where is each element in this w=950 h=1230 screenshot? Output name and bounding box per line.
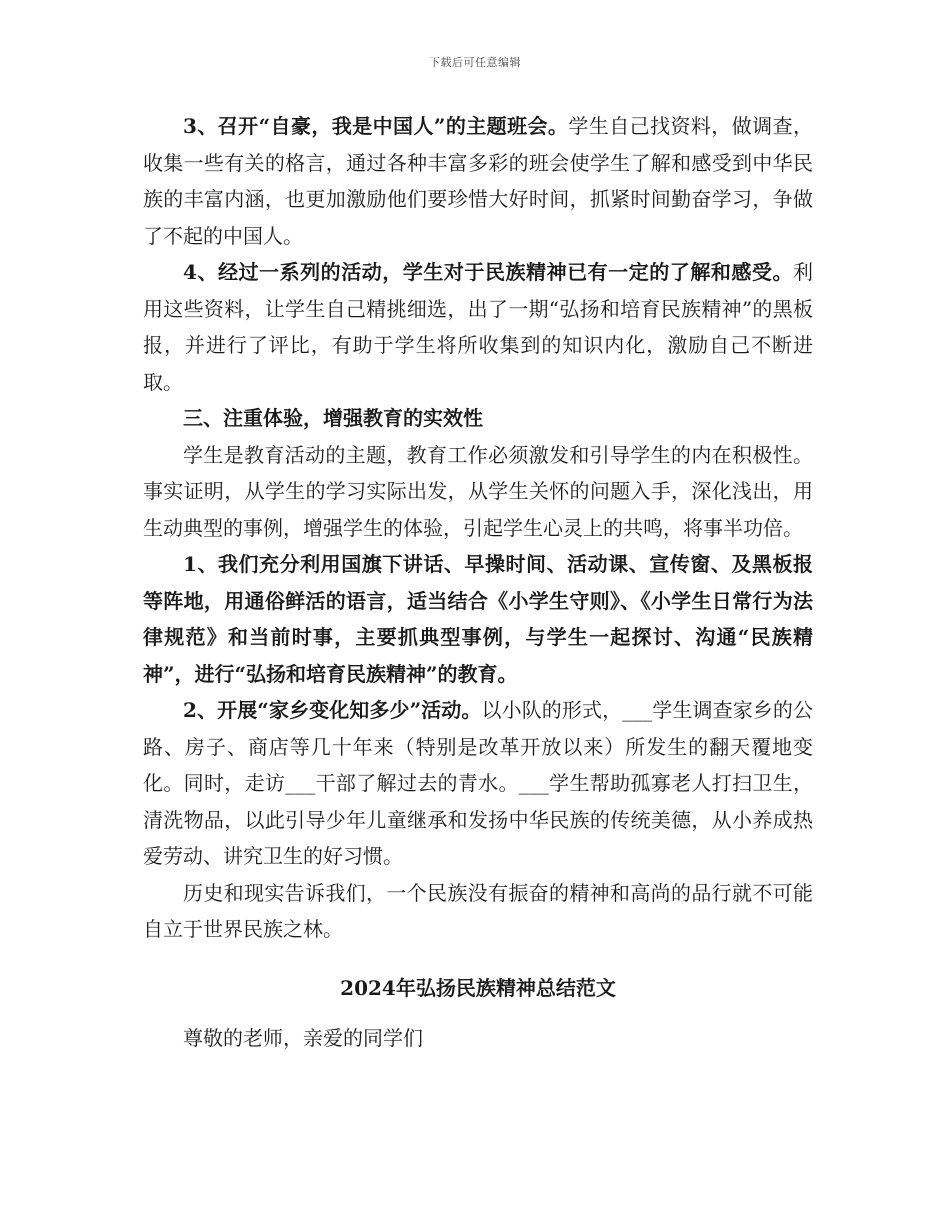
paragraph-education-subject: 学生是教育活动的主题，教育工作必须激发和引导学生的内在积极性。事实证明，从学生的学习实际出发，从学生关怀的问题入手，深化浅出，用生动典型的事例，增强学生的体验，引起学生心灵上的共鸣，将事半功倍。 [143,442,813,540]
paragraph-activity-series [143,254,813,400]
paragraph-theme-class-meeting [143,108,813,254]
document-body [143,108,813,1057]
paragraph-flag-speech: 1、我们充分利用国旗下讲话、早操时间、活动课、宣传窗、及黑板报等阵地，用通俗鲜活的语言，适当结合《小学生守则》、《小学生日常行为法律规范》和当前时事，主要抓典型事例，与学生一起探讨、沟通“民族精神”，进行“弘扬和培育民族精神”的教育。 [143,552,813,686]
paragraph-lead: 3、召开“自豪，我是中国人”的主题班会。 [183,114,569,138]
paragraph-lead: 4、经过一系列的活动，学生对于民族精神已有一定的了解和感受。 [183,260,793,284]
paragraph-text: 以小队的形式，___学生调查家乡的公路、房子、商店等几十年来（特别是改革开放以来）所发生的翻天覆地变化。同时，走访___干部了解过去的青水。___学生帮助孤寡老人打扫卫生，清洗物品，以此引导少年儿童继承和发扬中华民族的传统美德，从小养成热爱劳动、讲究卫生的好习惯。 [143,698,813,868]
salutation: 尊敬的老师，亲爱的同学们 [183,1026,423,1050]
paragraph-text: 利用这些资料，让学生自己精挑细选，出了一期“弘扬和培育民族精神”的黑板报，并进行了评比，有助于学生将所收集到的知识内化，激励自己不断进取。 [143,260,813,394]
document-title: 2024年弘扬民族精神总结范文 [340,975,616,1000]
paragraph-hometown-activity [143,692,813,875]
page-header-note: 下载后可任意编辑 [429,56,521,69]
section-heading: 三、注重体验，增强教育的实效性 [183,406,483,430]
paragraph-text: 学生自己找资料，做调查，收集一些有关的格言，通过各种丰富多彩的班会使学生了解和感受到中华民族的丰富内涵，也更加激励他们要珍惜大好时间，抓紧时间勤奋学习，争做了不起的中国人。 [143,114,813,248]
paragraph-lead: 2、开展“家乡变化知多少”活动。 [183,698,482,722]
paragraph-conclusion: 历史和现实告诉我们，一个民族没有振奋的精神和高尚的品行就不可能自立于世界民族之林。 [143,880,813,941]
